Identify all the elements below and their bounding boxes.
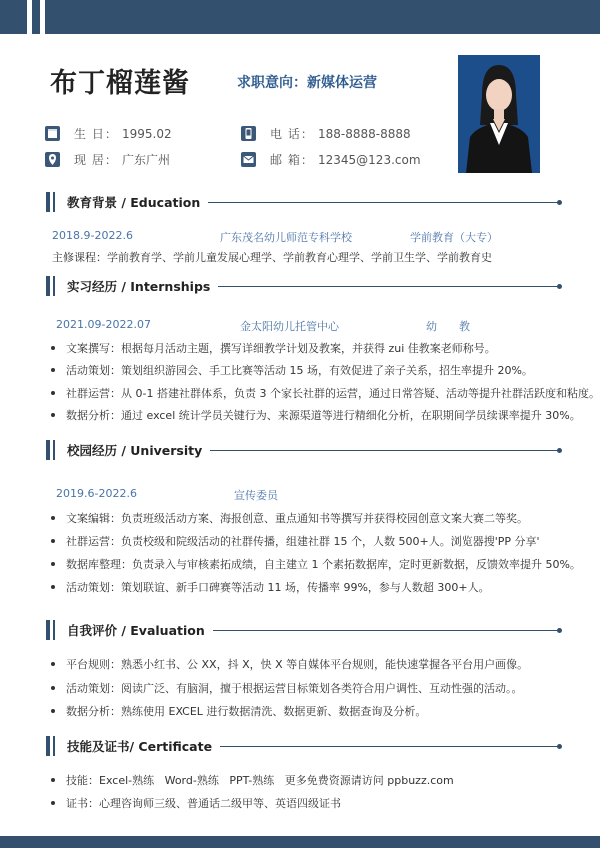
campus-role: 宣传委员 [234, 489, 278, 502]
bottom-banner [0, 836, 600, 848]
banner-stripe [40, 0, 45, 34]
list-item: 活动策划：策划组织游园会、手工比赛等活动 15 场，有效促进了亲子关系，招生率提升 20%。 [58, 362, 533, 378]
list-item: 数据库整理：负责录入与审核素拓成绩，自主建立 1 个素拓数据库，定时更新数据，反馈效率提升 50%。 [58, 556, 581, 572]
internship-role: 幼 教 [426, 320, 470, 333]
list-item: 活动策划：策划联谊、新手口碑赛等活动 11 场，传播率 99%，参与人数超 300+人。 [58, 579, 490, 595]
section-divider [220, 746, 560, 747]
education-header [46, 191, 560, 213]
birth-value: 1995.02 [122, 126, 172, 141]
list-item: 活动策划：阅读广泛、有脑洞，擅于根据运营目标策划各类符合用户调性、互动性强的活动。。 [58, 680, 523, 696]
phone-value: 188-8888-8888 [318, 126, 411, 141]
mail-icon [241, 152, 256, 167]
section-divider [218, 286, 560, 287]
list-item: 数据分析：熟练使用 EXCEL 进行数据清洗、数据更新、数据查询及分析。 [58, 703, 426, 719]
residence-row [45, 151, 170, 168]
education-title: 教育背景 / Education [67, 195, 201, 210]
list-item: 证书：心理咨询师三级、普通话二级甲等、英语四级证书 [58, 795, 341, 811]
campus-title: 校园经历 / University [67, 443, 203, 458]
calendar-icon [45, 126, 60, 141]
phone-row [241, 125, 411, 142]
list-item: 数据分析：通过 excel 统计学员关键行为、来源渠道等进行精细化分析，在职期间学员续课率提升 30%。 [58, 407, 581, 423]
candidate-name: 布丁榴莲酱 [50, 68, 190, 99]
phone-icon [241, 126, 256, 141]
job-intent: 求职意向：新媒体运营 [237, 75, 377, 91]
campus-date: 2019.6-2022.6 [56, 487, 137, 500]
residence-value: 广东广州 [122, 153, 171, 167]
section-divider [213, 630, 560, 631]
internship-title: 实习经历 / Internships [67, 279, 211, 294]
list-item: 文案撰写：根据每月活动主题，撰写详细教学计划及教案，并获得 zui 佳教案老师称号。 [58, 340, 496, 356]
list-item: 社群运营：负责校级和院级活动的社群传播，组建社群 15 个，人数 500+人。浏览器搜'PP 分享' [58, 533, 540, 549]
top-banner [0, 0, 600, 34]
email-label: 邮 箱： [270, 153, 314, 167]
location-pin-icon [45, 152, 60, 167]
campus-header [46, 439, 560, 461]
education-major: 学前教育（大专） [410, 231, 498, 244]
list-item: 社群运营：从 0-1 搭建社群体系，负责 3 个家长社群的运营，通过日常答疑、活动等提升社群活跃度和粘度。 [58, 385, 600, 401]
phone-label: 电 话： [270, 127, 314, 141]
birth-row [45, 125, 172, 142]
email-row [241, 151, 421, 168]
email-value: 12345@123.com [318, 152, 421, 167]
list-item: 技能：Excel-熟练 Word-熟练 PPT-熟练 更多免费资源请访问 ppbuzz.com [58, 772, 454, 788]
banner-stripe [27, 0, 32, 34]
evaluation-header [46, 619, 560, 641]
section-divider [210, 450, 560, 451]
internship-org: 金太阳幼儿托管中心 [240, 320, 339, 333]
education-date: 2018.9-2022.6 [52, 229, 133, 242]
section-divider [208, 202, 560, 203]
residence-label: 现 居： [74, 153, 118, 167]
skills-title: 技能及证书/ Certificate [67, 739, 213, 754]
profile-photo [458, 55, 540, 173]
education-school: 广东茂名幼儿师范专科学校 [220, 231, 352, 244]
skills-header [46, 735, 560, 757]
internship-header [46, 275, 560, 297]
list-item: 平台规则：熟悉小红书、公 XX，抖 X，快 X 等自媒体平台规则，能快速掌握各平台用户画像。 [58, 656, 528, 672]
portrait-image [458, 55, 540, 173]
list-item: 文案编辑：负责班级活动方案、海报创意、重点通知书等撰写并获得校园创意文案大赛二等奖。 [58, 510, 528, 526]
evaluation-title: 自我评价 / Evaluation [67, 623, 205, 638]
education-courses: 主修课程：学前教育学、学前儿童发展心理学、学前教育心理学、学前卫生学、学前教育史 [52, 251, 492, 264]
birth-label: 生 日： [74, 127, 118, 141]
internship-date: 2021.09-2022.07 [56, 318, 151, 331]
